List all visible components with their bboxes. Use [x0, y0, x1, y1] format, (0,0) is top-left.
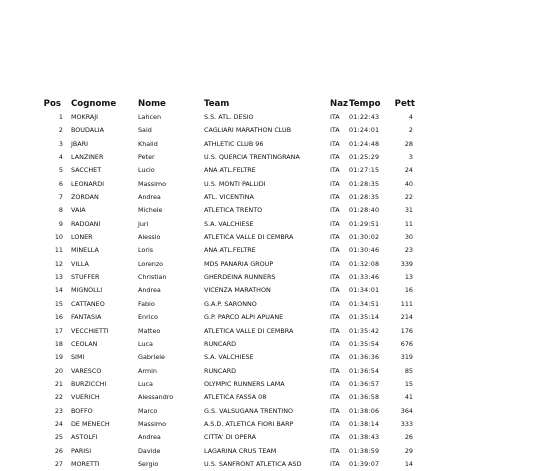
table-row	[0, 111, 534, 124]
cell-nome: Matteo	[138, 326, 161, 335]
cell-cognome: BURZICCHI	[71, 379, 107, 388]
cell-cognome: ZORDAN	[71, 193, 99, 202]
cell-tempo: 01:24:01	[349, 126, 380, 135]
table-row	[0, 191, 534, 204]
cell-nome: Lahcen	[138, 113, 162, 121]
cell-team: CAGLIARI MARATHON CLUB	[204, 126, 292, 135]
cell-tempo: 01:22:43	[349, 113, 380, 121]
cell-naz: ITA	[330, 313, 340, 322]
cell-tempo: 01:28:35	[349, 179, 380, 188]
cell-nome: Massimo	[138, 419, 166, 428]
cell-tempo: 01:36:57	[349, 379, 380, 388]
cell-pett: 31	[404, 206, 413, 215]
cell-tempo: 01:34:01	[349, 286, 380, 295]
cell-pos: 25	[54, 433, 63, 442]
cell-tempo: 01:32:08	[349, 259, 380, 268]
cell-pett: 41	[404, 393, 413, 402]
cell-nome: Massimo	[138, 179, 166, 188]
cell-team: S.S. ATL. DESIO	[204, 113, 254, 121]
cell-pett: 676	[400, 339, 413, 348]
cell-pos: 9	[58, 219, 63, 228]
cell-cognome: MOKRAJI	[71, 113, 99, 121]
cell-naz: ITA	[330, 233, 340, 242]
cell-cognome: BOFFO	[71, 406, 93, 415]
cell-tempo: 01:35:42	[349, 326, 380, 335]
table-row	[0, 284, 534, 297]
cell-cognome: VUERICH	[71, 393, 100, 402]
table-row	[0, 325, 534, 338]
table-row	[0, 124, 534, 137]
cell-naz: ITA	[330, 353, 340, 362]
cell-pos: 13	[54, 273, 63, 282]
header-nome: Nome	[138, 99, 166, 109]
cell-tempo: 01:27:15	[349, 166, 380, 175]
cell-pos: 19	[54, 353, 63, 362]
table-row	[0, 138, 534, 151]
cell-pos: 7	[58, 193, 63, 202]
cell-team: U.S. QUERCIA TRENTINGRANA	[204, 153, 300, 162]
cell-pett: 319	[400, 353, 413, 362]
table-body	[0, 111, 534, 471]
header-pos: Pos	[43, 99, 61, 109]
cell-naz: ITA	[330, 179, 340, 188]
cell-team: RUNCARD	[204, 339, 237, 348]
cell-cognome: MORETTI	[71, 459, 100, 468]
cell-team: OLYMPIC RUNNERS LAMA	[204, 379, 285, 388]
cell-pett: 26	[404, 433, 413, 442]
cell-team: VICENZA MARATHON	[204, 286, 271, 295]
cell-pos: 22	[54, 393, 63, 402]
cell-cognome: CATTANEO	[71, 299, 105, 308]
cell-nome: Alessio	[138, 233, 161, 242]
cell-tempo: 01:28:40	[349, 206, 380, 215]
cell-team: A.S.D. ATLETICA FIORI BARP	[204, 419, 294, 428]
cell-tempo: 01:34:51	[349, 299, 380, 308]
cell-nome: Luca	[138, 379, 153, 388]
table-row	[0, 405, 534, 418]
cell-naz: ITA	[330, 326, 340, 335]
table-row	[0, 204, 534, 217]
cell-naz: ITA	[330, 259, 340, 268]
cell-pett: 14	[404, 459, 413, 468]
cell-pos: 4	[58, 153, 63, 162]
cell-pos: 16	[54, 313, 63, 322]
cell-tempo: 01:33:46	[349, 273, 380, 282]
cell-tempo: 01:29:51	[349, 219, 380, 228]
table-row	[0, 298, 534, 311]
cell-tempo: 01:30:46	[349, 246, 380, 255]
cell-nome: Juri	[138, 219, 149, 228]
cell-pos: 10	[54, 233, 63, 242]
header-pett: Pett	[394, 99, 415, 109]
cell-nome: Marco	[138, 406, 158, 415]
cell-tempo: 01:38:14	[349, 419, 380, 428]
cell-pett: 11	[404, 219, 413, 228]
cell-tempo: 01:38:43	[349, 433, 380, 442]
table-row	[0, 458, 534, 471]
cell-naz: ITA	[330, 193, 340, 202]
cell-nome: Sergio	[138, 459, 159, 468]
cell-naz: ITA	[330, 406, 340, 415]
table-row	[0, 231, 534, 244]
cell-team: U.S. SANFRONT ATLETICA ASD	[204, 459, 302, 468]
cell-pett: 4	[408, 113, 413, 121]
cell-pett: 30	[404, 233, 413, 242]
cell-cognome: MINELLA	[71, 246, 99, 255]
cell-tempo: 01:39:07	[349, 459, 380, 468]
cell-team: ATLETICA VALLE DI CEMBRA	[204, 326, 294, 335]
cell-nome: Michele	[138, 206, 163, 215]
cell-pos: 24	[54, 419, 63, 428]
cell-pos: 23	[54, 406, 63, 415]
table-row	[0, 418, 534, 431]
header-tempo: Tempo	[349, 99, 381, 109]
cell-nome: Said	[138, 126, 152, 135]
cell-pett: 29	[404, 446, 413, 455]
cell-nome: Luca	[138, 339, 153, 348]
cell-pos: 18	[54, 339, 63, 348]
cell-naz: ITA	[330, 286, 340, 295]
cell-team: S.A. VALCHIESE	[204, 219, 254, 228]
cell-tempo: 01:38:59	[349, 446, 380, 455]
cell-team: S.A. VALCHIESE	[204, 353, 254, 362]
cell-pos: 27	[54, 459, 63, 468]
table-row	[0, 244, 534, 257]
table-row	[0, 311, 534, 324]
cell-cognome: RADOANI	[71, 219, 101, 228]
cell-cognome: LANZINER	[71, 153, 104, 162]
cell-cognome: VECCHIETTI	[71, 326, 109, 335]
cell-tempo: 01:36:58	[349, 393, 380, 402]
cell-cognome: VILLA	[71, 259, 89, 268]
cell-nome: Christian	[138, 273, 167, 282]
cell-naz: ITA	[330, 459, 340, 468]
cell-naz: ITA	[330, 153, 340, 162]
cell-naz: ITA	[330, 139, 340, 148]
cell-nome: Khalid	[138, 139, 158, 148]
cell-tempo: 01:35:54	[349, 339, 380, 348]
cell-pett: 339	[400, 259, 413, 268]
cell-naz: ITA	[330, 433, 340, 442]
cell-team: G.S. VALSUGANA TRENTINO	[204, 406, 294, 415]
cell-pos: 17	[54, 326, 63, 335]
cell-team: ATHLETIC CLUB 96	[204, 139, 264, 148]
cell-pos: 14	[54, 286, 63, 295]
results-table	[0, 97, 534, 471]
cell-naz: ITA	[330, 446, 340, 455]
cell-nome: Gabriele	[138, 353, 165, 362]
table-row	[0, 218, 534, 231]
cell-naz: ITA	[330, 166, 340, 175]
cell-naz: ITA	[330, 206, 340, 215]
cell-tempo: 01:25:29	[349, 153, 380, 162]
cell-pos: 6	[58, 179, 63, 188]
cell-team: G.A.P. SARONNO	[204, 299, 257, 308]
cell-team: G.P. PARCO ALPI APUANE	[204, 313, 284, 322]
cell-cognome: DE MENECH	[71, 419, 110, 428]
cell-pett: 111	[400, 299, 413, 308]
cell-tempo: 01:24:48	[349, 139, 380, 148]
cell-nome: Lucio	[138, 166, 155, 175]
cell-cognome: MIGNOLLI	[71, 286, 103, 295]
header-team: Team	[204, 99, 230, 109]
cell-naz: ITA	[330, 273, 340, 282]
cell-team: CITTA' DI OPERA	[204, 433, 257, 442]
cell-pett: 13	[404, 273, 413, 282]
cell-pos: 3	[58, 139, 63, 148]
cell-cognome: JBARI	[71, 139, 88, 148]
table-row	[0, 431, 534, 444]
table-row	[0, 365, 534, 378]
cell-team: U.S. MONTI PALLIDI	[204, 179, 266, 188]
cell-pos: 12	[54, 259, 63, 268]
cell-cognome: ASTOLFI	[71, 433, 98, 442]
cell-tempo: 01:36:36	[349, 353, 380, 362]
cell-pett: 333	[400, 419, 413, 428]
cell-team: ATL. VICENTINA	[204, 193, 254, 202]
table-row	[0, 391, 534, 404]
cell-pett: 85	[404, 366, 413, 375]
cell-tempo: 01:30:02	[349, 233, 380, 242]
cell-team: GHERDEINA RUNNERS	[204, 273, 276, 282]
cell-cognome: LEONARDI	[71, 179, 105, 188]
cell-cognome: VAIA	[71, 206, 86, 215]
cell-pett: 2	[408, 126, 413, 135]
table-row	[0, 271, 534, 284]
cell-team: RUNCARD	[204, 366, 237, 375]
cell-nome: Armin	[138, 366, 157, 375]
cell-team: MDS PANARIA GROUP	[204, 259, 274, 268]
cell-team: ANA ATL.FELTRE	[204, 246, 256, 255]
cell-naz: ITA	[330, 379, 340, 388]
cell-pos: 21	[54, 379, 63, 388]
cell-pett: 24	[404, 166, 413, 175]
cell-cognome: PARISI	[71, 446, 92, 455]
cell-cognome: SACCHET	[71, 166, 102, 175]
cell-team: ATLETICA FASSA 08	[204, 393, 267, 402]
cell-naz: ITA	[330, 299, 340, 308]
cell-pett: 176	[400, 326, 413, 335]
cell-tempo: 01:36:54	[349, 366, 380, 375]
table-row	[0, 178, 534, 191]
cell-nome: Andrea	[138, 433, 161, 442]
table-row	[0, 445, 534, 458]
cell-nome: Fabio	[138, 299, 155, 308]
table-header	[0, 97, 534, 111]
cell-nome: Andrea	[138, 193, 161, 202]
cell-naz: ITA	[330, 393, 340, 402]
cell-nome: Davide	[138, 446, 161, 455]
table-row	[0, 164, 534, 177]
cell-tempo: 01:35:14	[349, 313, 380, 322]
cell-pos: 8	[58, 206, 63, 215]
cell-naz: ITA	[330, 113, 340, 121]
cell-pett: 15	[404, 379, 413, 388]
cell-team: ATLETICA TRENTO	[204, 206, 263, 215]
cell-naz: ITA	[330, 246, 340, 255]
cell-naz: ITA	[330, 219, 340, 228]
cell-tempo: 01:28:35	[349, 193, 380, 202]
table-row	[0, 258, 534, 271]
cell-naz: ITA	[330, 419, 340, 428]
cell-pos: 5	[58, 166, 63, 175]
cell-naz: ITA	[330, 366, 340, 375]
cell-pos: 2	[58, 126, 63, 135]
cell-pett: 40	[404, 179, 413, 188]
cell-team: ANA ATL.FELTRE	[204, 166, 256, 175]
cell-pett: 214	[400, 313, 413, 322]
cell-pos: 1	[58, 113, 63, 121]
table-row	[0, 378, 534, 391]
cell-cognome: BOUDALIA	[71, 126, 104, 135]
cell-nome: Enrico	[138, 313, 158, 322]
cell-nome: Peter	[138, 153, 155, 162]
cell-pett: 16	[404, 286, 413, 295]
cell-naz: ITA	[330, 339, 340, 348]
cell-cognome: CEOLAN	[71, 339, 98, 348]
cell-naz: ITA	[330, 126, 340, 135]
table-row	[0, 338, 534, 351]
cell-pos: 15	[54, 299, 63, 308]
cell-nome: Alessandro	[138, 393, 174, 402]
cell-pos: 26	[54, 446, 63, 455]
cell-nome: Loris	[138, 246, 154, 255]
cell-team: ATLETICA VALLE DI CEMBRA	[204, 233, 294, 242]
cell-pett: 28	[404, 139, 413, 148]
cell-pett: 364	[400, 406, 413, 415]
cell-cognome: VARESCO	[71, 366, 102, 375]
cell-cognome: LONER	[71, 233, 93, 242]
cell-pett: 3	[408, 153, 413, 162]
header-cognome: Cognome	[71, 99, 117, 109]
table-row	[0, 151, 534, 164]
cell-team: LAGARINA CRUS TEAM	[204, 446, 277, 455]
cell-cognome: FANTASIA	[71, 313, 102, 322]
cell-cognome: SIMI	[71, 353, 85, 362]
cell-pos: 20	[54, 366, 63, 375]
cell-pett: 23	[404, 246, 413, 255]
cell-tempo: 01:38:06	[349, 406, 380, 415]
cell-pett: 22	[404, 193, 413, 202]
cell-pos: 11	[54, 246, 63, 255]
cell-nome: Lorenzo	[138, 259, 164, 268]
cell-nome: Andrea	[138, 286, 161, 295]
cell-cognome: STUFFER	[71, 273, 100, 282]
header-naz: Naz	[330, 99, 348, 109]
table-row	[0, 351, 534, 364]
